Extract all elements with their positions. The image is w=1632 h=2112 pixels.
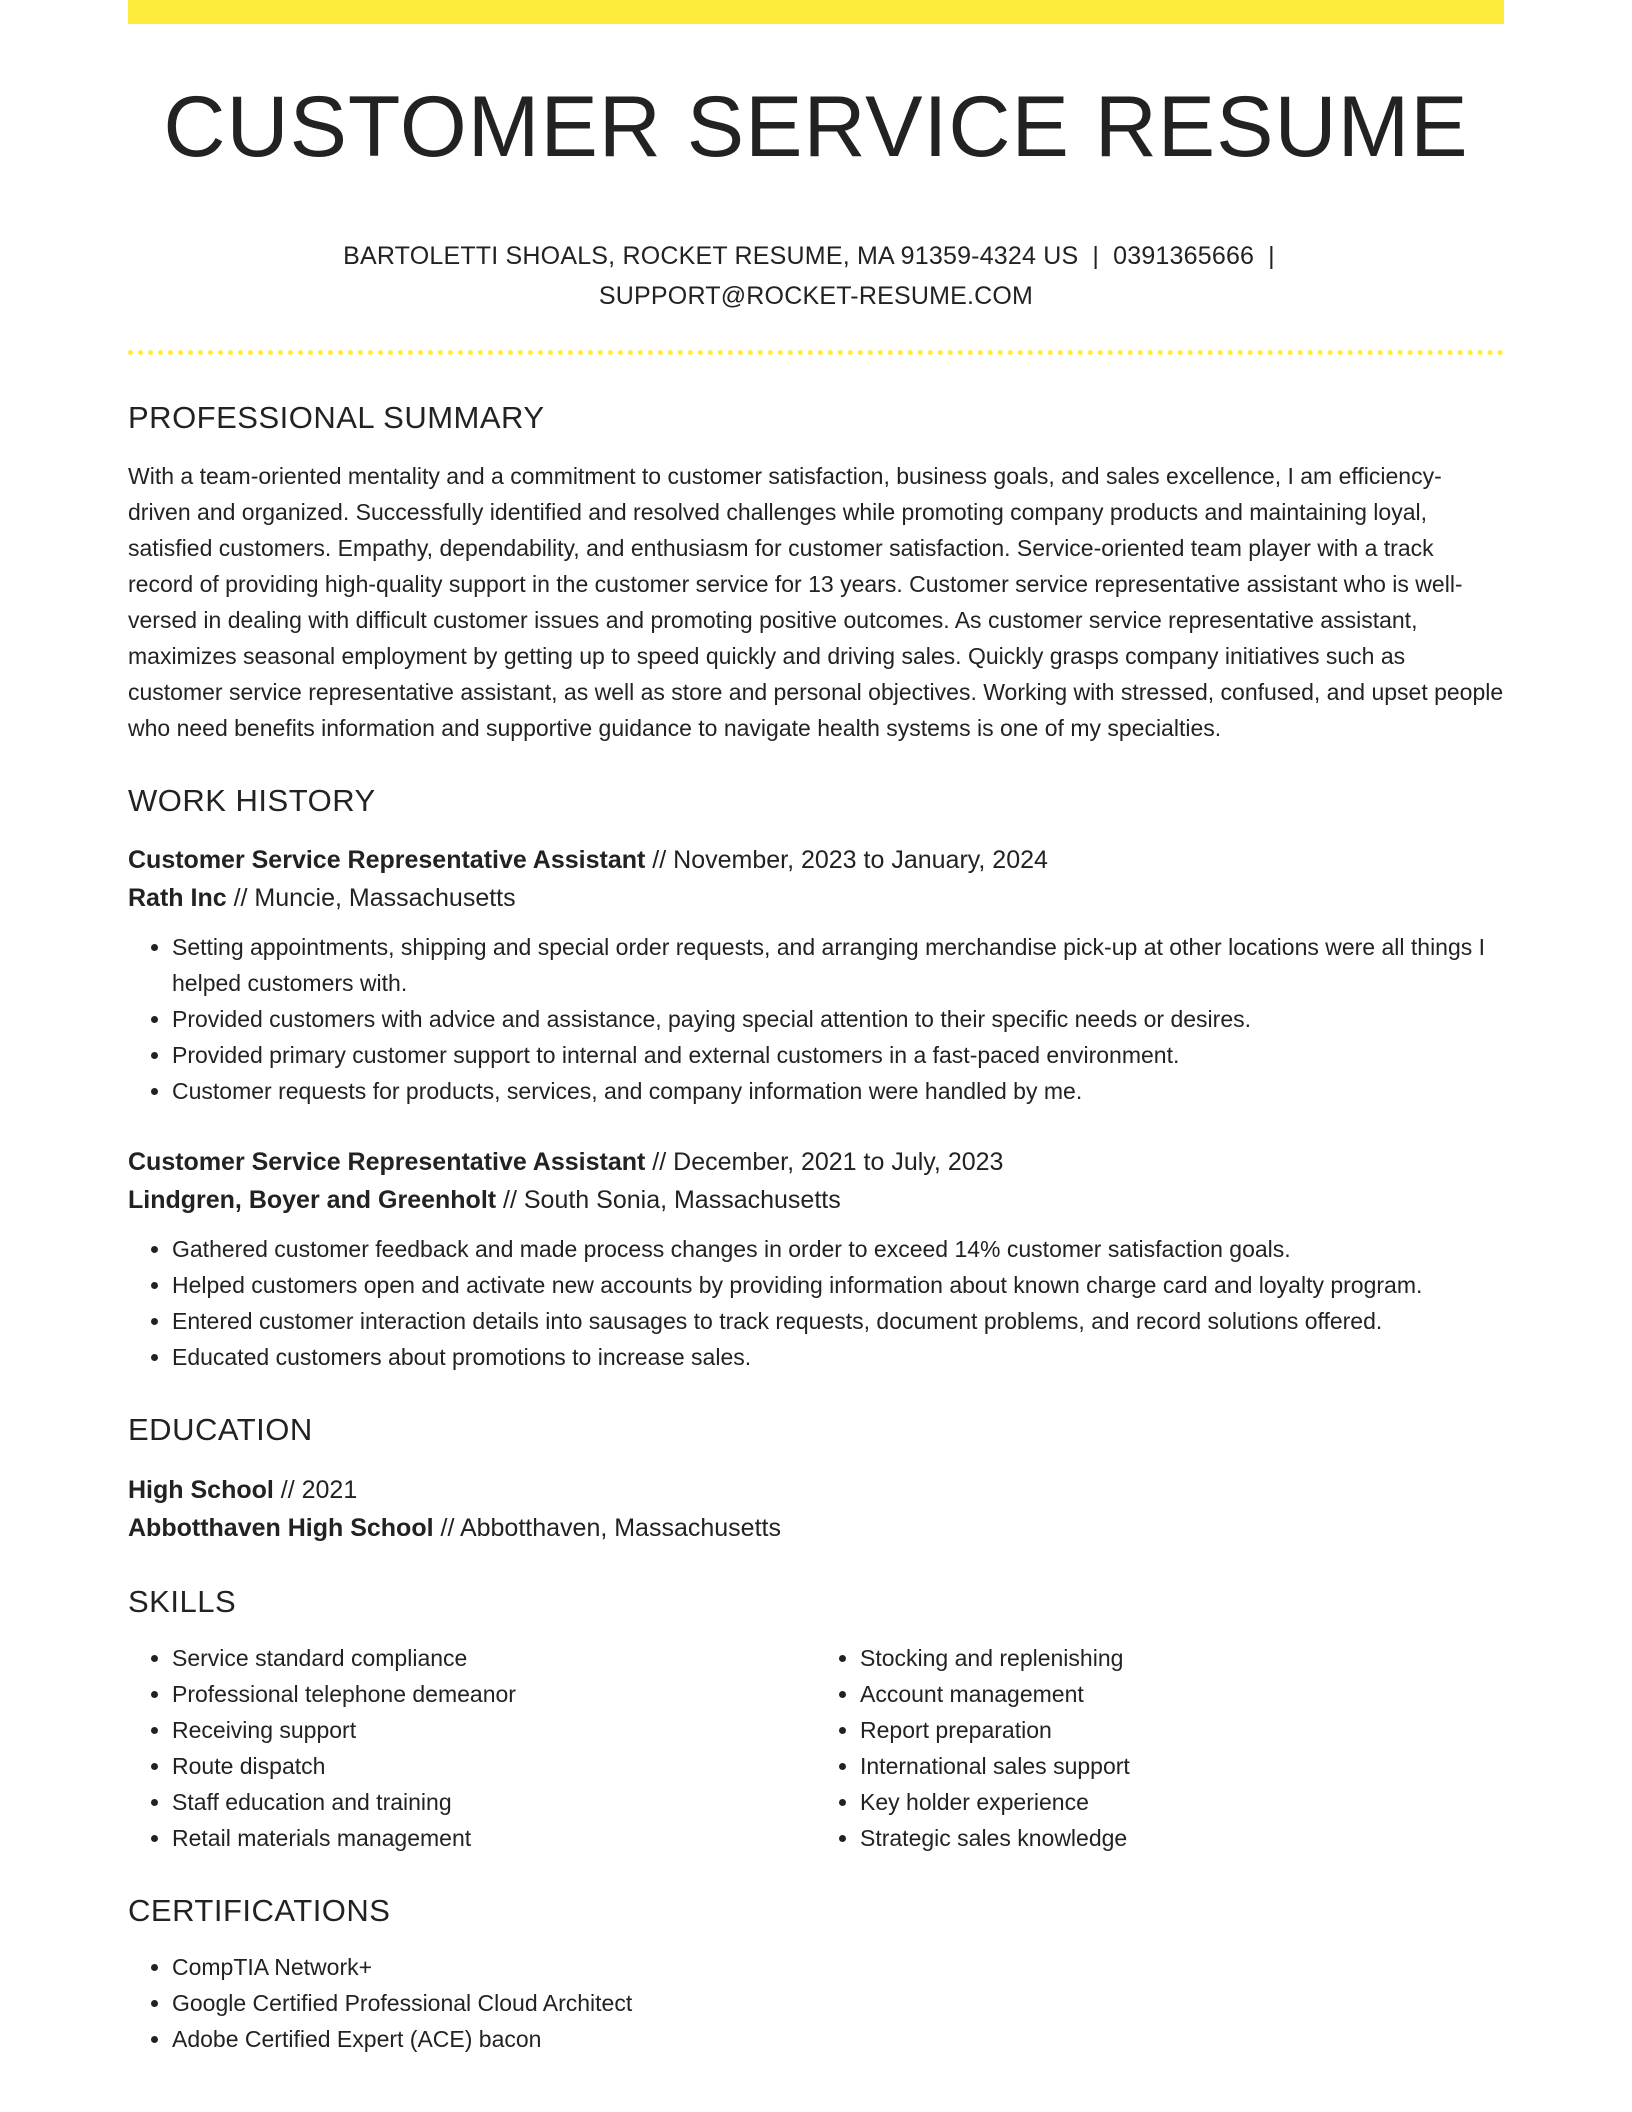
list-item: • International sales support (860, 1748, 1504, 1784)
education-heading: EDUCATION (128, 1412, 313, 1448)
job-bullets (128, 1231, 1504, 1375)
job-company-line (128, 1181, 1504, 1219)
list-item: • Receiving support (172, 1712, 816, 1748)
summary-heading: PROFESSIONAL SUMMARY (128, 400, 545, 435)
contact-address: BARTOLETTI SHOALS, ROCKET RESUME, MA 91359-4324 US (343, 242, 1079, 270)
list-item: • Strategic sales knowledge (860, 1820, 1504, 1856)
job-title: Customer Service Representative Assistant (128, 846, 646, 875)
list-item: • Staff education and training (172, 1784, 816, 1820)
list-item: • Customer requests for products, services, and company information were handled by me. (172, 1073, 1504, 1109)
work-history-heading: WORK HISTORY (128, 783, 376, 819)
list-item: • Provided primary customer support to internal and external customers in a fast-paced environment. (172, 1037, 1504, 1073)
contact-separator: | (1268, 242, 1275, 270)
job-title-line (128, 841, 1504, 879)
certifications-heading: CERTIFICATIONS (128, 1892, 391, 1928)
certifications-list (128, 1949, 1504, 2057)
education-school-line (128, 1509, 1504, 1547)
list-item: • Provided customers with advice and assistance, paying special attention to their specific needs or desires. (172, 1001, 1504, 1037)
job-dates: // December, 2021 to July, 2023 (645, 1148, 1004, 1177)
education-degree: High School (128, 1475, 274, 1504)
job-company: Rath Inc (128, 884, 227, 913)
job-title-line (128, 1143, 1504, 1181)
job-entry (128, 1143, 1504, 1375)
list-item: • Adobe Certified Expert (ACE) bacon (172, 2021, 1504, 2057)
skills-heading: SKILLS (128, 1583, 237, 1619)
list-item: • Gathered customer feedback and made process changes in order to exceed 14% customer satisfaction goals. (172, 1231, 1504, 1267)
contact-separator: | (1092, 242, 1100, 270)
contact-info (128, 236, 1504, 316)
dotted-divider (128, 350, 1504, 355)
contact-phone: 0391365666 (1113, 242, 1255, 270)
list-item: • Google Certified Professional Cloud Architect (172, 1985, 1504, 2021)
list-item: • Stocking and replenishing (860, 1640, 1504, 1676)
skills-columns (128, 1640, 1504, 1856)
list-item: • Educated customers about promotions to increase sales. (172, 1339, 1504, 1375)
job-title: Customer Service Representative Assistant (128, 1148, 646, 1177)
list-item: • Entered customer interaction details into sausages to track requests, document problems, and record solutions offered. (172, 1303, 1504, 1339)
list-item: • Report preparation (860, 1712, 1504, 1748)
skills-left-list (128, 1640, 816, 1856)
list-item: • Service standard compliance (172, 1640, 816, 1676)
list-item: • Helped customers open and activate new accounts by providing information about known charge card and loyalty program. (172, 1267, 1504, 1303)
job-company: Lindgren, Boyer and Greenholt (128, 1186, 497, 1215)
summary-text: With a team-oriented mentality and a commitment to customer satisfaction, business goals, and sales excellence, I am efficiency-driven and organized. Successfully identified and resolved challenges while promoting company products and maintaining loyal, satisfied customers. Empathy, dependability, and enthusiasm for customer satisfaction. Service-oriented team player with a track record of providing high-quality support in the customer service for 13 years. Customer service representative assistant who is well-versed in dealing with difficult customer issues and promoting positive outcomes. As customer service representative assistant, maximizes seasonal employment by getting up to speed quickly and driving sales. Quickly grasps company initiatives such as customer service representative assistant, as well as store and personal objectives. Working with stressed, confused, and upset people who need benefits information and supportive guidance to navigate health systems is one of my specialties. (128, 463, 1504, 742)
job-location: // South Sonia, Massachusetts (496, 1186, 841, 1215)
education-location: // Abbotthaven, Massachusetts (433, 1513, 781, 1542)
list-item: • Professional telephone demeanor (172, 1676, 816, 1712)
job-location: // Muncie, Massachusetts (226, 884, 516, 913)
job-dates: // November, 2023 to January, 2024 (645, 846, 1048, 875)
job-company-line (128, 879, 1504, 917)
list-item: • Setting appointments, shipping and special order requests, and arranging merchandise pick-up at other locations were all things I helped customers with. (172, 929, 1504, 1001)
list-item: • Retail materials management (172, 1820, 816, 1856)
education-year: // 2021 (273, 1475, 358, 1504)
skills-right-list (816, 1640, 1504, 1856)
list-item: • Key holder experience (860, 1784, 1504, 1820)
resume-page (128, 0, 1504, 2057)
resume-title: CUSTOMER SERVICE RESUME (163, 79, 1469, 175)
accent-bar (128, 0, 1504, 24)
list-item: • CompTIA Network+ (172, 1949, 1504, 1985)
contact-email[interactable]: SUPPORT@ROCKET-RESUME.COM (598, 282, 1034, 310)
job-bullets (128, 929, 1504, 1109)
education-school: Abbotthaven High School (128, 1513, 434, 1542)
list-item: • Route dispatch (172, 1748, 816, 1784)
list-item: • Account management (860, 1676, 1504, 1712)
education-degree-line (128, 1471, 1504, 1509)
job-entry (128, 841, 1504, 1109)
